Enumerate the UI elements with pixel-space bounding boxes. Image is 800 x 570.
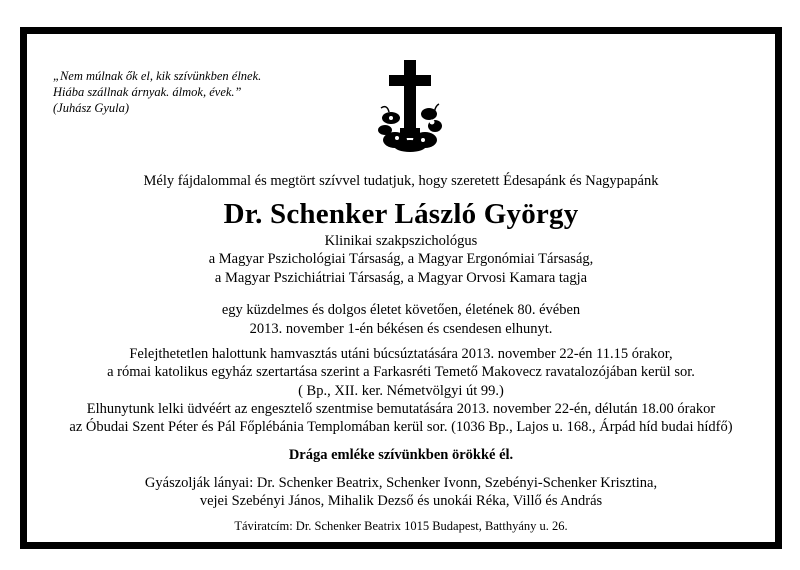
quote-author: (Juhász Gyula) [53,101,130,115]
quote-line-1: „Nem múlnak ők el, kik szívünkben élnek. [53,69,262,83]
mourners-line-1: Gyászolják lányai: Dr. Schenker Beatrix, Schenker Ivonn, Szebényi-Schenker Krisztina, [144,475,658,491]
funeral-line-2: a római katolikus egyház szertartása szerint a Farkasréti Temető Makovecz ravatalozójában kerül sor. [107,364,695,380]
quote-line-2: Hiába szállnak árnyak. álmok, évek.” [53,85,242,99]
deceased-name: Dr. Schenker László György [223,198,579,230]
life-line-2: 2013. november 1-én békésen és csendesen elhunyt. [249,321,553,337]
societies-line-2: a Magyar Pszichiátriai Társaság, a Magyar Orvosi Kamara tagja [214,270,588,286]
telegram-address: Táviratcím: Dr. Schenker Beatrix 1015 Budapest, Batthyány u. 26. [234,519,568,533]
cross-with-flowers-icon [377,60,445,152]
memory-line: Drága emléke szívünkben örökké él. [288,447,514,463]
intro-text: Mély fájdalommal és megtört szívvel tudatjuk, hogy szeretett Édesapánk és Nagypapánk [143,173,659,189]
funeral-line-1: Felejthetetlen halottunk hamvasztás utáni búcsúztatására 2013. november 22-én 11.15 órakor, [129,346,673,362]
life-line-1: egy küzdelmes és dolgos életet követően, életének 80. évében [221,302,581,318]
profession: Klinikai szakpszichológus [324,233,478,249]
mourners-line-2: vejei Szebényi János, Mihalik Dezső és unokái Réka, Villő és András [199,493,603,509]
societies-line-1: a Magyar Pszichológiai Társaság, a Magyar Ergonómiai Társaság, [208,251,594,267]
obituary-frame [20,27,782,549]
mass-line-1: Elhunytunk lelki üdvéért az engesztelő szentmise bemutatására 2013. november 22-én, délután 18.00 órakor [86,401,716,417]
mass-line-2: az Óbudai Szent Péter és Pál Főplébánia Templomában kerül sor. (1036 Bp., Lajos u. 168., Árpád híd budai hídfő) [69,419,733,435]
memorial-quote [53,68,261,116]
funeral-address: ( Bp., XII. ker. Németvölgyi út 99.) [298,383,504,399]
